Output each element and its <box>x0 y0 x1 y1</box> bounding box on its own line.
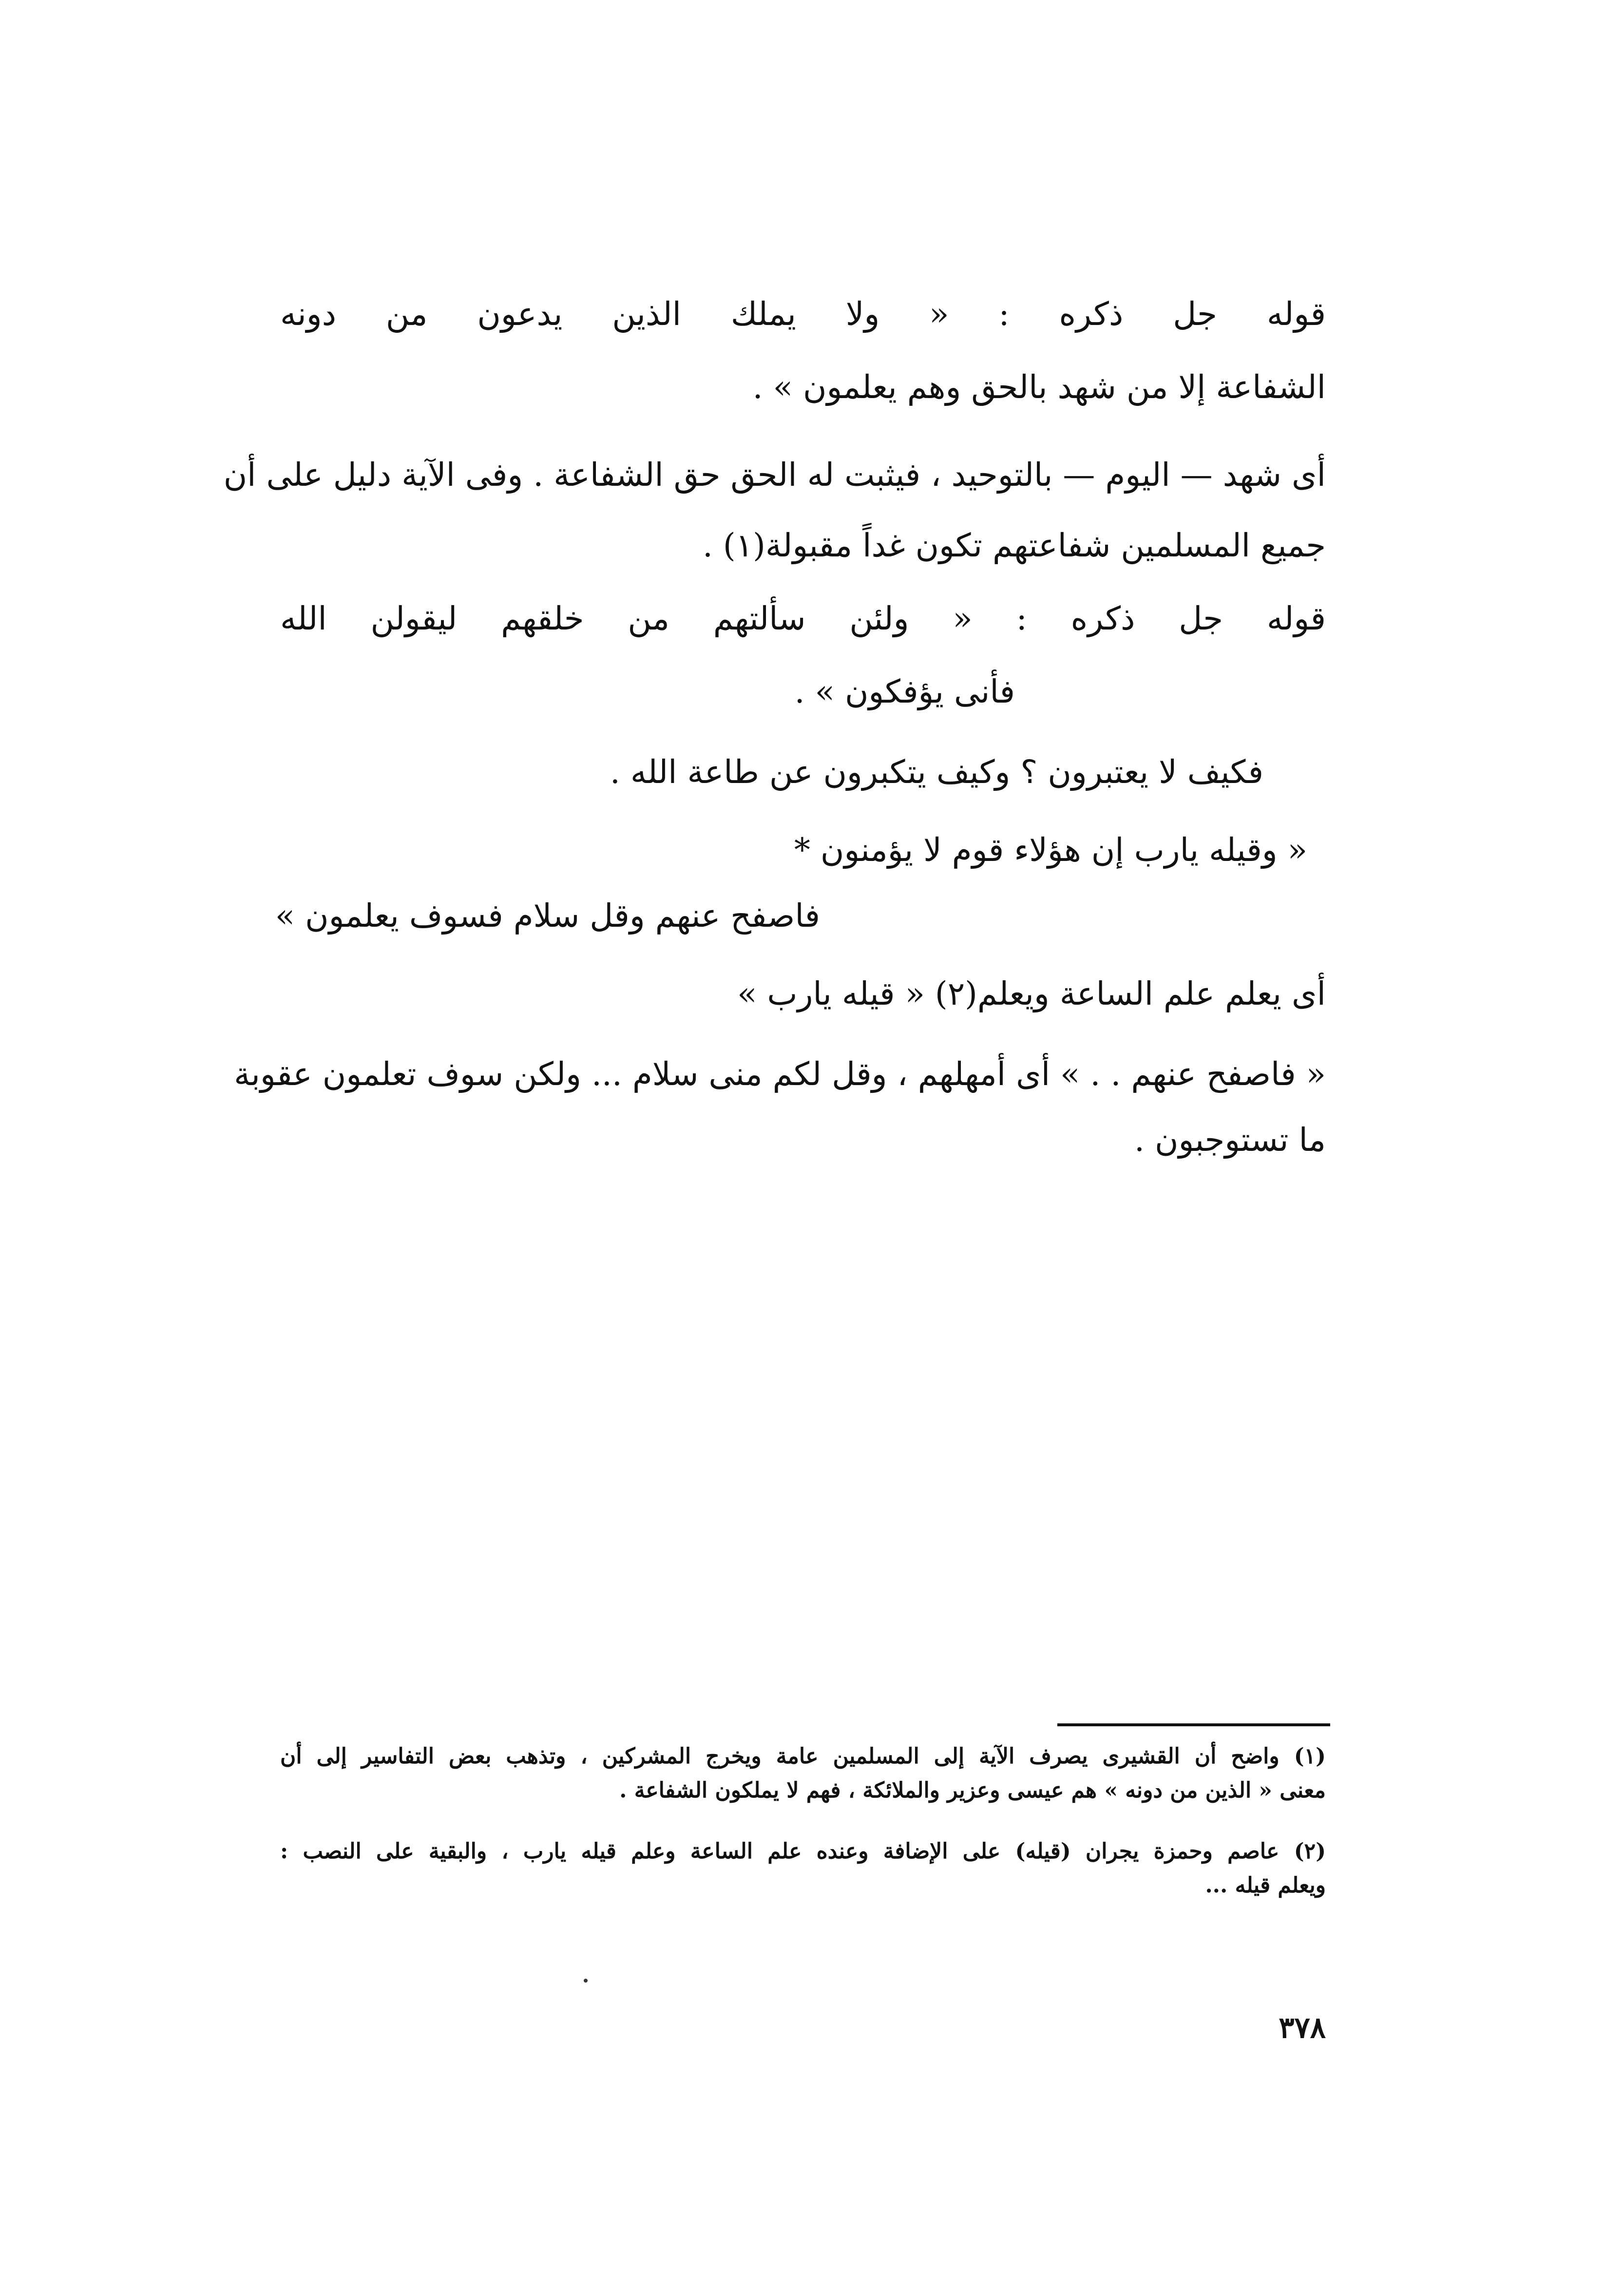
verse-line: فاصفح عنهم وقل سلام فسوف يعلمون » <box>275 897 820 935</box>
footnote-line: (٢) عاصم وحمزة يجران (قيله) على الإضافة وعنده علم الساعة وعلم قيله يارب ، والبقية على النصب : <box>280 1839 1326 1864</box>
commentary-line: « فاصفح عنهم . . » أى أمهلهم ، وقل لكم منى سلام ... ولكن سوف تعلمون عقوبة <box>234 1055 1326 1093</box>
verse-line: قوله جل ذكره : « ولئن سألتهم من خلقهم ليقولن الله <box>280 600 1326 637</box>
footnote-line: معنى « الذين من دونه » هم عيسى وعزير والملائكة ، فهم لا يملكون الشفاعة . <box>619 1778 1326 1803</box>
verse-line: « وقيله يارب إن هؤلاء قوم لا يؤمنون * <box>794 831 1307 869</box>
commentary-line: فكيف لا يعتبرون ؟ وكيف يتكبرون عن طاعة الله . <box>610 753 1263 791</box>
footnote-line: ويعلم قيله ... <box>1205 1873 1326 1898</box>
verse-line: الشفاعة إلا من شهد بالحق وهم يعلمون » . <box>752 368 1326 406</box>
commentary-line: أى شهد — اليوم — بالتوحيد ، فيثبت له الحق حق الشفاعة . وفى الآية دليل على أن <box>223 456 1326 494</box>
commentary-line: ما تستوجبون . <box>1134 1121 1326 1159</box>
stray-mark <box>584 1979 588 1983</box>
verse-line: فأنى يؤفكون » . <box>794 673 1015 710</box>
page-number: ٣٧٨ <box>1279 2011 1326 2045</box>
footnote-line: (١) واضح أن القشيرى يصرف الآية إلى المسلمين عامة ويخرج المشركين ، وتذهب بعض التفاسير إلى أن <box>280 1744 1326 1769</box>
commentary-line: أى يعلم علم الساعة ويعلم(٢) « قيله يارب » <box>737 975 1326 1012</box>
footnote-separator <box>1057 1723 1330 1726</box>
commentary-line: جميع المسلمين شفاعتهم تكون غداً مقبولة(١) . <box>702 527 1326 564</box>
verse-line: قوله جل ذكره : « ولا يملك الذين يدعون من دونه <box>280 295 1326 333</box>
